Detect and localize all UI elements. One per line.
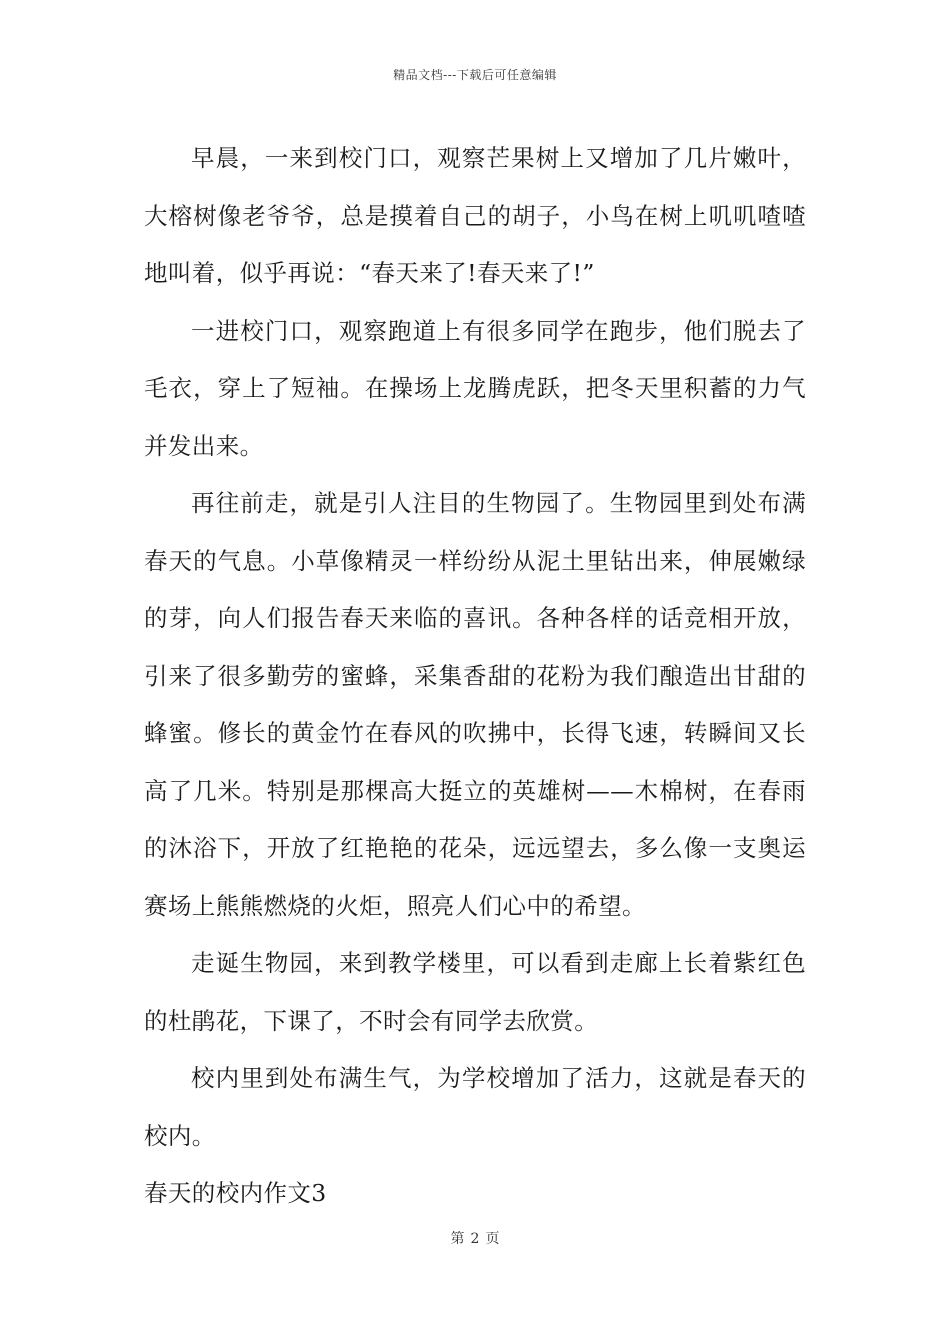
footer-prefix: 第: [450, 1231, 465, 1247]
paragraph-conclusion: 校内里到处布满生气，为学校增加了活力，这就是春天的校内。: [144, 1064, 806, 1150]
document-body: [144, 130, 806, 1223]
page-header: 精品文档---下载后可任意编辑: [393, 68, 557, 82]
paragraph-teaching-building: 走诞生物园，来到教学楼里，可以看到走廊上长着紫红色的杜鹃花，下课了，不时会有同学去欣赏。: [144, 949, 806, 1035]
page-number: 2: [470, 1231, 480, 1247]
paragraph-biology-garden: 再往前走，就是引人注目的生物园了。生物园里到处布满春天的气息。小草像精灵一样纷纷从泥土里钻出来，伸展嫩绿的芽，向人们报告春天来临的喜讯。各种各样的话竞相开放，引来了很多勤劳的蜜蜂，采集香甜的花粉为我们酿造出甘甜的蜂蜜。修长的黄金竹在春风的吹拂中，长得飞速，转瞬间又长高了几米。特别是那棵高大挺立的英雄树——木棉树，在春雨的沐浴下，开放了红艳艳的花朵，远远望去，多么像一支奥运赛场上熊熊燃烧的火炬，照亮人们心中的希望。: [144, 489, 806, 920]
paragraph-morning: 早晨，一来到校门口，观察芒果树上又增加了几片嫩叶，大榕树像老爷爷，总是摸着自己的胡子，小鸟在树上叽叽喳喳地叫着，似乎再说：“春天来了!春天来了!”: [144, 144, 806, 287]
footer-suffix: 页: [485, 1231, 500, 1247]
paragraph-entrance: 一进校门口，观察跑道上有很多同学在跑步，他们脱去了毛衣，穿上了短袖。在操场上龙腾虎跃，把冬天里积蓄的力气并发出来。: [144, 316, 806, 460]
section-title: 春天的校内作文3: [144, 1179, 327, 1207]
page-footer: [0, 1228, 950, 1248]
